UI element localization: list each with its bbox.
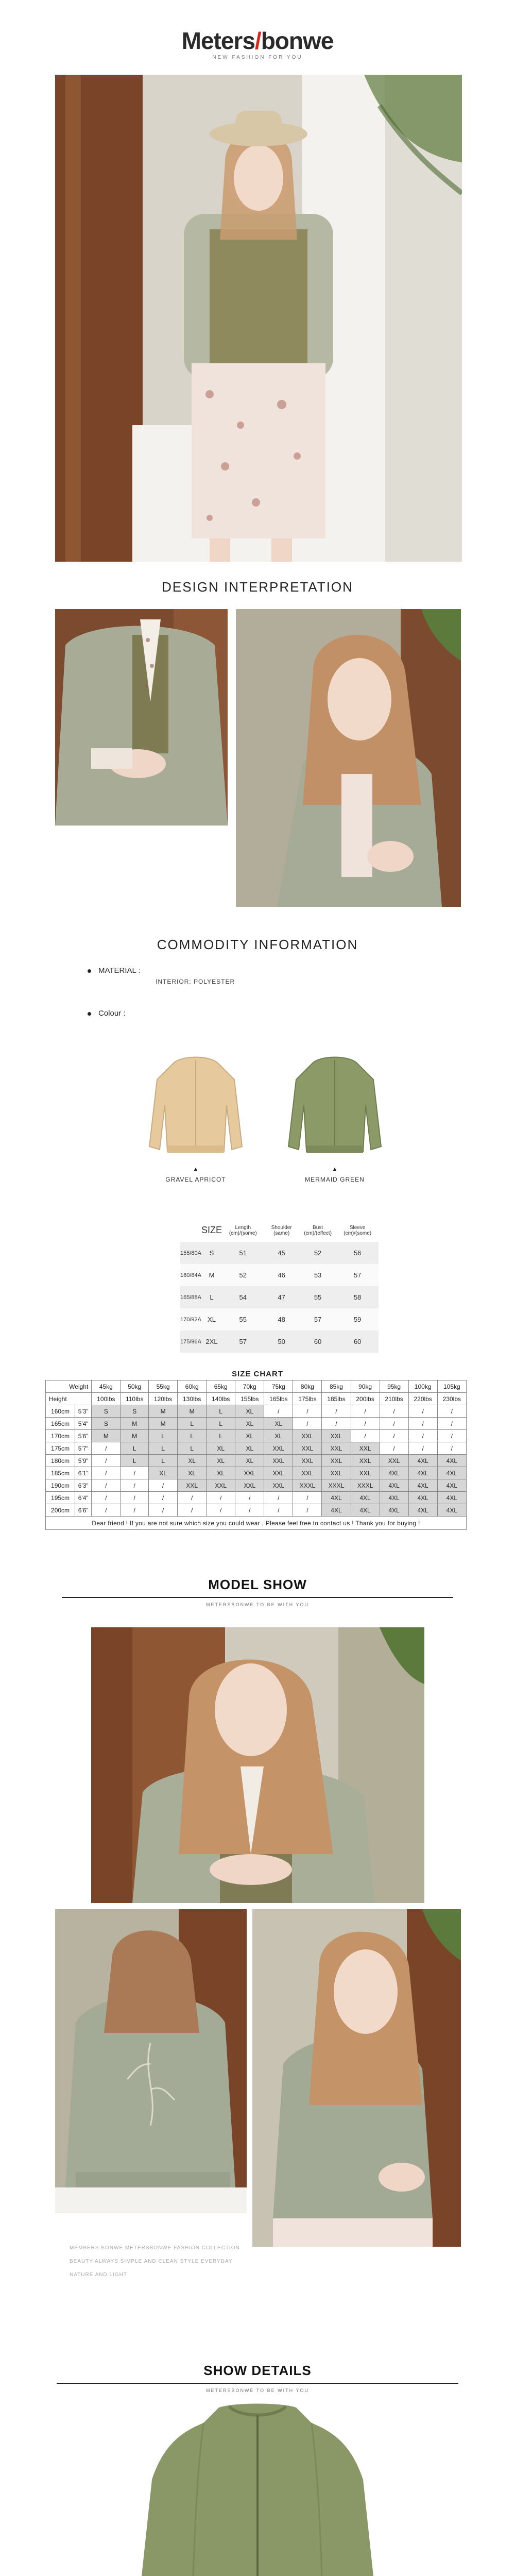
size-chart-cell: XXL bbox=[207, 1479, 235, 1492]
size-table-cell: 47 bbox=[264, 1286, 299, 1308]
color-label-mermaid-green: MERMAID GREEN bbox=[305, 1176, 365, 1183]
size-chart-cell: XL bbox=[207, 1442, 235, 1455]
size-chart-cell: / bbox=[351, 1418, 380, 1430]
size-chart-row bbox=[46, 1442, 467, 1455]
weight-kg-cell: 50kg bbox=[121, 1380, 149, 1393]
size-chart-cell: / bbox=[437, 1405, 466, 1418]
size-chart-cell: XXL bbox=[293, 1442, 322, 1455]
weight-lb-cell: 155lbs bbox=[235, 1393, 264, 1405]
size-table-row bbox=[180, 1242, 379, 1264]
size-chart-row bbox=[46, 1418, 467, 1430]
size-chart-cell: / bbox=[351, 1430, 380, 1442]
height-label: Height bbox=[46, 1393, 92, 1405]
size-measurement-table bbox=[180, 1219, 379, 1353]
weight-kg-cell: 75kg bbox=[264, 1380, 293, 1393]
size-chart-cell: L bbox=[207, 1430, 235, 1442]
size-chart-cell: / bbox=[92, 1492, 121, 1504]
size-chart-cell: / bbox=[178, 1504, 207, 1517]
size-chart-cell: XXL bbox=[264, 1479, 293, 1492]
brand-tagline: NEW FASHION FOR YOU bbox=[212, 55, 303, 60]
design-detail-photo-1 bbox=[55, 609, 228, 826]
size-chart-cell: / bbox=[264, 1504, 293, 1517]
size-chart-cell: M bbox=[121, 1418, 149, 1430]
height-cm-cell: 190cm bbox=[46, 1479, 75, 1492]
size-table-cell: 165/88A bbox=[180, 1286, 201, 1308]
color-swatch-mermaid-green[interactable] bbox=[283, 1049, 386, 1162]
size-table-cell: 51 bbox=[222, 1242, 264, 1264]
size-chart-cell: / bbox=[380, 1430, 408, 1442]
brand-header bbox=[0, 0, 515, 72]
section-divider bbox=[62, 1597, 453, 1598]
logo-text-right: bonwe bbox=[261, 27, 334, 54]
size-chart-cell: 4XL bbox=[437, 1455, 466, 1467]
section-title-model-show: MODEL SHOW bbox=[208, 1577, 307, 1592]
size-chart-weight-kg-row bbox=[46, 1380, 467, 1393]
model-caption-line: MEMBERS BONWE METERSBONWE FASHION COLLECTION bbox=[70, 2245, 240, 2251]
weight-kg-cell: 105kg bbox=[437, 1380, 466, 1393]
size-chart-cell: XL bbox=[264, 1418, 293, 1430]
size-chart-cell: L bbox=[178, 1442, 207, 1455]
size-chart-cell: / bbox=[293, 1418, 322, 1430]
size-table-cell: 59 bbox=[336, 1308, 379, 1331]
size-chart-cell: / bbox=[322, 1418, 351, 1430]
size-table-cell: 45 bbox=[264, 1242, 299, 1264]
show-details-jacket-photo bbox=[142, 2402, 373, 2576]
size-chart-cell: XL bbox=[207, 1455, 235, 1467]
size-chart-cell: 4XL bbox=[380, 1492, 408, 1504]
weight-lb-cell: 175lbs bbox=[293, 1393, 322, 1405]
size-chart-cell: XXL bbox=[322, 1455, 351, 1467]
weight-kg-cell: 60kg bbox=[178, 1380, 207, 1393]
weight-lb-cell: 165lbs bbox=[264, 1393, 293, 1405]
size-chart-cell: 4XL bbox=[380, 1479, 408, 1492]
size-chart-cell: / bbox=[121, 1492, 149, 1504]
size-chart-cell: / bbox=[149, 1492, 178, 1504]
size-chart-cell: / bbox=[351, 1405, 380, 1418]
size-table-cell: 57 bbox=[336, 1264, 379, 1286]
size-chart-cell: S bbox=[92, 1405, 121, 1418]
size-table-cell: 55 bbox=[299, 1286, 337, 1308]
size-table-cell: 57 bbox=[222, 1331, 264, 1353]
size-chart-cell: / bbox=[207, 1504, 235, 1517]
design-detail-photo-2 bbox=[236, 609, 461, 907]
colour-label: Colour : bbox=[88, 1009, 126, 1018]
size-chart-row bbox=[46, 1492, 467, 1504]
size-table-cell: 54 bbox=[222, 1286, 264, 1308]
size-chart-cell: / bbox=[293, 1405, 322, 1418]
height-ft-cell: 6'6" bbox=[75, 1504, 92, 1517]
size-chart-cell: XXL bbox=[235, 1479, 264, 1492]
size-chart-cell: XXL bbox=[264, 1467, 293, 1479]
weight-lb-cell: 100lbs bbox=[92, 1393, 121, 1405]
size-chart-cell: 4XL bbox=[408, 1492, 437, 1504]
size-table-cell: 48 bbox=[264, 1308, 299, 1331]
height-ft-cell: 6'3" bbox=[75, 1479, 92, 1492]
model-show-photo-side bbox=[252, 1909, 461, 2247]
size-chart-cell: XXXL bbox=[293, 1479, 322, 1492]
size-chart-cell: 4XL bbox=[437, 1479, 466, 1492]
weight-kg-cell: 70kg bbox=[235, 1380, 264, 1393]
height-cm-cell: 195cm bbox=[46, 1492, 75, 1504]
model-show-photo-back bbox=[55, 1909, 247, 2213]
weight-kg-cell: 90kg bbox=[351, 1380, 380, 1393]
size-table-header: Bust (cm)/(effect) bbox=[304, 1224, 332, 1236]
size-chart-cell: L bbox=[207, 1405, 235, 1418]
size-chart-cell: 4XL bbox=[408, 1479, 437, 1492]
weight-lb-cell: 110lbs bbox=[121, 1393, 149, 1405]
size-chart-cell: / bbox=[92, 1504, 121, 1517]
height-cm-cell: 180cm bbox=[46, 1455, 75, 1467]
size-chart-cell: L bbox=[121, 1455, 149, 1467]
size-chart-cell: S bbox=[92, 1418, 121, 1430]
size-chart-cell: 4XL bbox=[322, 1504, 351, 1517]
size-chart-cell: / bbox=[121, 1467, 149, 1479]
height-cm-cell: 160cm bbox=[46, 1405, 75, 1418]
size-chart-cell: M bbox=[149, 1418, 178, 1430]
size-chart-cell: / bbox=[92, 1467, 121, 1479]
weight-lb-cell: 185lbs bbox=[322, 1393, 351, 1405]
weight-kg-cell: 45kg bbox=[92, 1380, 121, 1393]
size-table-cell: 46 bbox=[264, 1264, 299, 1286]
height-cm-cell: 165cm bbox=[46, 1418, 75, 1430]
size-chart-cell: / bbox=[92, 1479, 121, 1492]
size-chart-row bbox=[46, 1504, 467, 1517]
size-chart-cell: M bbox=[149, 1405, 178, 1418]
size-chart-cell: XL bbox=[235, 1455, 264, 1467]
size-chart-cell: / bbox=[293, 1504, 322, 1517]
size-table-cell: 52 bbox=[222, 1264, 264, 1286]
height-cm-cell: 185cm bbox=[46, 1467, 75, 1479]
color-label-gravel-apricot: GRAVEL APRICOT bbox=[165, 1176, 226, 1183]
size-chart-cell: / bbox=[149, 1479, 178, 1492]
height-cm-cell: 170cm bbox=[46, 1430, 75, 1442]
material-value: INTERIOR: POLYESTER bbox=[156, 978, 235, 985]
brand-logo[interactable] bbox=[0, 27, 515, 55]
weight-lb-cell: 210lbs bbox=[380, 1393, 408, 1405]
logo-slash: / bbox=[254, 27, 261, 54]
size-chart-cell: 4XL bbox=[380, 1504, 408, 1517]
size-chart-cell: XXXL bbox=[351, 1479, 380, 1492]
size-chart-cell: / bbox=[437, 1430, 466, 1442]
size-table-row bbox=[180, 1264, 379, 1286]
size-table-row bbox=[180, 1286, 379, 1308]
weight-kg-cell: 95kg bbox=[380, 1380, 408, 1393]
size-chart-cell: XXL bbox=[322, 1442, 351, 1455]
hero-model-photo bbox=[55, 75, 462, 562]
size-chart-cell: / bbox=[293, 1492, 322, 1504]
size-chart-cell: XXL bbox=[351, 1467, 380, 1479]
size-chart-cell: / bbox=[149, 1504, 178, 1517]
size-table-cell: 155/80A bbox=[180, 1242, 201, 1264]
height-ft-cell: 6'1" bbox=[75, 1467, 92, 1479]
weight-lb-cell: 230lbs bbox=[437, 1393, 466, 1405]
size-chart-row bbox=[46, 1467, 467, 1479]
size-table-cell: 55 bbox=[222, 1308, 264, 1331]
size-chart-cell: XXL bbox=[293, 1467, 322, 1479]
size-chart-cell: / bbox=[121, 1479, 149, 1492]
size-table-cell: 60 bbox=[299, 1331, 337, 1353]
height-cm-cell: 200cm bbox=[46, 1504, 75, 1517]
size-chart-cell: L bbox=[207, 1418, 235, 1430]
size-chart-cell: XXXL bbox=[322, 1479, 351, 1492]
size-chart-cell: XXL bbox=[322, 1430, 351, 1442]
size-table-header: Length (cm)/(some) bbox=[229, 1224, 257, 1236]
height-ft-cell: 6'4" bbox=[75, 1492, 92, 1504]
weight-lb-cell: 130lbs bbox=[178, 1393, 207, 1405]
size-chart-cell: 4XL bbox=[437, 1504, 466, 1517]
size-chart-cell: XXL bbox=[351, 1455, 380, 1467]
weight-kg-cell: 100kg bbox=[408, 1380, 437, 1393]
size-chart-cell: XL bbox=[207, 1467, 235, 1479]
size-chart-cell: XL bbox=[178, 1455, 207, 1467]
size-table-cell: 175/96A bbox=[180, 1331, 201, 1353]
size-chart-cell: L bbox=[149, 1430, 178, 1442]
size-table-cell: 60 bbox=[336, 1331, 379, 1353]
size-chart-cell: XL bbox=[178, 1467, 207, 1479]
size-chart-cell: / bbox=[322, 1405, 351, 1418]
size-table-cell: 56 bbox=[336, 1242, 379, 1264]
size-chart-cell: L bbox=[178, 1430, 207, 1442]
size-table-header: SIZE bbox=[201, 1225, 222, 1235]
size-chart-cell: L bbox=[178, 1418, 207, 1430]
size-chart-cell: 4XL bbox=[380, 1467, 408, 1479]
weight-lb-cell: 120lbs bbox=[149, 1393, 178, 1405]
size-table-cell: XL bbox=[201, 1308, 222, 1331]
size-chart-cell: 4XL bbox=[322, 1492, 351, 1504]
size-chart-cell: M bbox=[92, 1430, 121, 1442]
size-chart-cell: XXL bbox=[293, 1455, 322, 1467]
weight-kg-cell: 65kg bbox=[207, 1380, 235, 1393]
size-chart-cell: / bbox=[437, 1418, 466, 1430]
weight-kg-cell: 55kg bbox=[149, 1380, 178, 1393]
size-chart-table bbox=[45, 1380, 467, 1530]
model-caption-line: BEAUTY ALWAYS SIMPLE AND CLEAN STYLE EVERYDAY bbox=[70, 2259, 233, 2264]
weight-kg-cell: 85kg bbox=[322, 1380, 351, 1393]
height-ft-cell: 5'3" bbox=[75, 1405, 92, 1418]
weight-kg-cell: 80kg bbox=[293, 1380, 322, 1393]
size-table-cell: 57 bbox=[299, 1308, 337, 1331]
size-chart-cell: XXL bbox=[380, 1455, 408, 1467]
size-table-cell: M bbox=[201, 1264, 222, 1286]
size-chart-cell: / bbox=[437, 1442, 466, 1455]
size-chart-cell: / bbox=[408, 1405, 437, 1418]
size-table-cell: 170/92A bbox=[180, 1308, 201, 1331]
height-ft-cell: 5'9" bbox=[75, 1455, 92, 1467]
size-chart-cell: L bbox=[149, 1455, 178, 1467]
size-table-cell: 160/84A bbox=[180, 1264, 201, 1286]
model-show-header bbox=[0, 1577, 515, 1607]
size-chart-cell: 4XL bbox=[437, 1492, 466, 1504]
size-chart-cell: L bbox=[149, 1442, 178, 1455]
size-chart-cell: 4XL bbox=[437, 1467, 466, 1479]
color-swatch-gravel-apricot[interactable] bbox=[144, 1049, 247, 1162]
size-chart-cell: / bbox=[408, 1442, 437, 1455]
size-table-row bbox=[180, 1308, 379, 1331]
size-chart-cell: / bbox=[92, 1455, 121, 1467]
size-chart-row bbox=[46, 1479, 467, 1492]
size-table-cell: 58 bbox=[336, 1286, 379, 1308]
size-chart-cell: M bbox=[121, 1430, 149, 1442]
size-table-cell: L bbox=[201, 1286, 222, 1308]
size-chart-row bbox=[46, 1455, 467, 1467]
weight-lb-cell: 200lbs bbox=[351, 1393, 380, 1405]
size-chart-cell: XL bbox=[235, 1405, 264, 1418]
size-chart-cell: / bbox=[408, 1430, 437, 1442]
size-table-cell: 2XL bbox=[201, 1331, 222, 1353]
size-chart-cell: XL bbox=[149, 1467, 178, 1479]
size-chart-cell: 4XL bbox=[408, 1467, 437, 1479]
size-chart-cell: XL bbox=[235, 1430, 264, 1442]
size-chart-cell: XXL bbox=[264, 1455, 293, 1467]
size-chart-cell: S bbox=[121, 1405, 149, 1418]
height-ft-cell: 5'6" bbox=[75, 1430, 92, 1442]
size-chart-cell: / bbox=[380, 1405, 408, 1418]
section-title-show-details: SHOW DETAILS bbox=[203, 2363, 312, 2378]
height-ft-cell: 5'4" bbox=[75, 1418, 92, 1430]
height-cm-cell: 175cm bbox=[46, 1442, 75, 1455]
size-chart-note: Dear friend ! If you are not sure which size you could wear , Please feel free to contact us ! Thank you for buying ! bbox=[46, 1517, 467, 1530]
size-chart-cell: / bbox=[380, 1418, 408, 1430]
weight-lb-cell: 140lbs bbox=[207, 1393, 235, 1405]
size-chart-title: SIZE CHART bbox=[232, 1370, 283, 1378]
section-divider bbox=[57, 2383, 458, 2384]
size-chart-cell: XL bbox=[235, 1442, 264, 1455]
size-table-header bbox=[180, 1219, 201, 1242]
size-table-cell: 53 bbox=[299, 1264, 337, 1286]
section-subtitle-show-details: METERSBONWE TO BE WITH YOU bbox=[205, 2388, 310, 2393]
size-chart-cell: / bbox=[235, 1492, 264, 1504]
size-chart-cell: XXL bbox=[322, 1467, 351, 1479]
weight-lb-cell: 220lbs bbox=[408, 1393, 437, 1405]
size-chart-cell: / bbox=[92, 1442, 121, 1455]
size-chart-row bbox=[46, 1405, 467, 1418]
size-chart-cell: XL bbox=[264, 1430, 293, 1442]
weight-label: Weight bbox=[46, 1380, 92, 1393]
size-table-cell: 52 bbox=[299, 1242, 337, 1264]
size-table-cell: 50 bbox=[264, 1331, 299, 1353]
size-table-cell: S bbox=[201, 1242, 222, 1264]
section-title-commodity: COMMODITY INFORMATION bbox=[157, 937, 358, 952]
size-table-header-row bbox=[180, 1219, 379, 1242]
size-chart-cell: / bbox=[207, 1492, 235, 1504]
model-show-photo-main bbox=[91, 1627, 424, 1903]
size-table-row bbox=[180, 1331, 379, 1353]
size-chart-cell: / bbox=[264, 1492, 293, 1504]
size-chart-cell: / bbox=[178, 1492, 207, 1504]
logo-text-left: Meters bbox=[181, 27, 255, 54]
size-chart-cell: / bbox=[380, 1442, 408, 1455]
size-chart-cell: / bbox=[121, 1504, 149, 1517]
size-chart-cell: XXL bbox=[178, 1479, 207, 1492]
height-ft-cell: 5'7" bbox=[75, 1442, 92, 1455]
size-chart-cell: / bbox=[264, 1405, 293, 1418]
size-chart-cell: M bbox=[178, 1405, 207, 1418]
section-subtitle-model-show: METERSBONWE TO BE WITH YOU bbox=[205, 1602, 310, 1607]
size-chart-cell: L bbox=[121, 1442, 149, 1455]
size-chart-cell: XL bbox=[235, 1418, 264, 1430]
size-chart-cell: XXL bbox=[264, 1442, 293, 1455]
size-chart-note-row bbox=[46, 1517, 467, 1530]
size-table-header: Sleeve (cm)/(some) bbox=[344, 1224, 372, 1236]
size-chart-cell: XXL bbox=[293, 1430, 322, 1442]
model-caption-line: NATURE AND LIGHT bbox=[70, 2272, 127, 2278]
size-table-header: Shoulder (same) bbox=[271, 1224, 292, 1236]
size-chart-cell: 4XL bbox=[351, 1504, 380, 1517]
size-chart-cell: / bbox=[408, 1418, 437, 1430]
swatch-marker-icon: ▲ bbox=[193, 1166, 199, 1172]
size-chart-cell: / bbox=[235, 1504, 264, 1517]
material-label: MATERIAL : bbox=[88, 966, 141, 975]
size-chart-cell: 4XL bbox=[408, 1455, 437, 1467]
size-chart-cell: XXL bbox=[351, 1442, 380, 1455]
show-details-header bbox=[0, 2363, 515, 2393]
swatch-marker-icon: ▲ bbox=[332, 1166, 338, 1172]
section-title-design: DESIGN INTERPRETATION bbox=[162, 579, 353, 595]
size-chart-row bbox=[46, 1430, 467, 1442]
size-chart-weight-lb-row bbox=[46, 1393, 467, 1405]
size-chart-cell: 4XL bbox=[351, 1492, 380, 1504]
size-chart-cell: 4XL bbox=[408, 1504, 437, 1517]
size-chart-cell: XXL bbox=[235, 1467, 264, 1479]
